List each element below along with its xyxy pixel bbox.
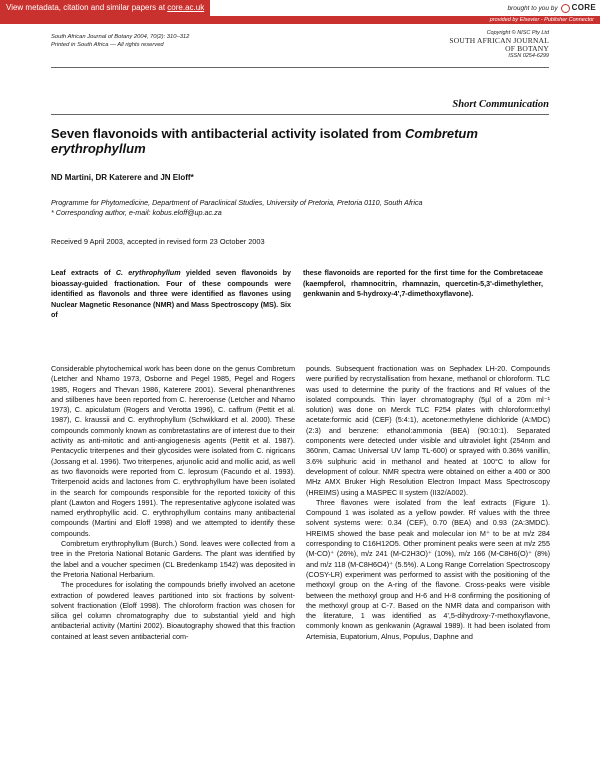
core-banner (0, 0, 600, 16)
journal-masthead (449, 30, 549, 60)
journal-name-line2: OF BOTANY (505, 44, 549, 53)
corresponding-author: * Corresponding author, e-mail: kobus.eloff@up.ac.za (51, 207, 222, 217)
core-metadata-link[interactable] (0, 0, 210, 16)
affiliation-institution: Programme for Phytomedicine, Department of Paraclinical Studies, University of Pretoria, Pretoria 0110, South Africa (51, 198, 423, 207)
journal-citation (51, 34, 189, 49)
journal-printed-line: Printed in South Africa — All rights reserved (51, 41, 164, 48)
core-brand[interactable] (507, 2, 596, 15)
abstract-left-start: Leaf extracts of (51, 268, 116, 277)
core-logo-icon (561, 4, 570, 13)
issn-line: ISSN 0254-6299 (508, 53, 549, 59)
affiliation (51, 198, 551, 217)
header-divider (51, 67, 549, 68)
body-paragraph: Combretum erythrophyllum (Burch.) Sond. leaves were collected from a tree in the Pretoria National Botanic Gardens. The plant was identified by the label and a voucher specimen (CL Bredenkamp 1542) was deposited in the Pretoria National Herbarium. (51, 539, 295, 579)
abstract-left (51, 268, 291, 321)
core-brought-by: brought to you by (507, 5, 558, 12)
core-link-text: View metadata, citation and similar papers at (6, 3, 166, 12)
journal-name-line1: SOUTH AFRICAN JOURNAL (449, 36, 549, 45)
core-provider-bar (0, 16, 600, 24)
received-dates: Received 9 April 2003, accepted in revised form 23 October 2003 (51, 237, 265, 246)
core-provided-by[interactable]: provided by Elsevier - Publisher Connector (489, 17, 594, 23)
journal-citation-line: South African Journal of Botany 2004, 70(2): 310–312 (51, 34, 190, 40)
body-column-left (51, 364, 295, 642)
core-name: CORE (571, 3, 596, 12)
title-main: Seven flavonoids with antibacterial activity isolated from (51, 126, 405, 141)
paper-title (51, 126, 521, 156)
section-divider (51, 114, 549, 115)
authors: ND Martini, DR Katerere and JN Eloff* (51, 173, 194, 182)
body-column-right (306, 364, 550, 642)
abstract-left-rest: yielded seven flavonoids by bioassay-guided fractionation. Four of these compounds were identified as flavonols and three were identified as flavones using Nuclear Magnetic Resonance (NMR) and Mass Spectroscopy (MS). Six of (51, 268, 292, 319)
copyright-line: Copyright © NISC Pty Ltd (486, 30, 549, 36)
title-species: Combretum erythrophyllum (51, 126, 478, 156)
abstract-species: C. erythrophyllum (115, 268, 181, 277)
core-link-domain[interactable]: core.ac.uk (167, 3, 205, 12)
body-paragraph: Three flavones were isolated from the leaf extracts (Figure 1). Compound 1 was isolated as a yellow powder. Rf values with the three solvent systems were: 0.34 (CEF), 0.70 (BEA) and 0.93 (2A:3MDC). HREIMS showed the base peak and molecular ion M⁺ to be at m/z 284 corresponding to C16H12O5. Other prominent peaks were seen at m/z 255 (M-CO)⁺ (26%), m/z 241 (M-C2H3O)⁺ (10%), m/z 166 (M-C8H6(O)⁺ (8%) and m/z 118 (M-C8H6O4)⁺ (5.5%). A Long Range Correlation Spectroscopy (COSY-LR) experiment was performed to assist with the positioning of the methoxyl group on the A-ring of the flavone. Cross-peaks were visible between the methoxyl group and H-6 and H-8 confirming the positioning of the methoxyl group at C-7. Based on the NMR data and comparison with the literature, 1 was identified as 4',5-dihydroxy-7-methoxyflavone, commonly known as genkwanin (Agrawal 1989). It had been isolated from Artemisia, Eupatorium, Alnus, Populus, Daphne and (306, 497, 550, 641)
body-paragraph: The procedures for isolating the compounds briefly involved an acetone extraction of powdered leaves partitioned into six fractions by solvent-solvent fractionation (Eloff 1998). The chloroform fraction was chosen for silica gel column chromatography due to substantial yield and high antibacterial activity (Martini 2002). Bioautography showed that this fraction contained at least seven antibacterial com- (51, 580, 295, 641)
body-paragraph: pounds. Subsequent fractionation was on Sephadex LH-20. Compounds were purified by recrystallisation from hexane, methanol or chloroform. TLC was used to determine the purity of the fractions and Rf values of the isolated compounds. Thin layer chromatography (5µl of a 20m ml⁻¹ solution) was done on Merck TLC F254 plates with chloroform:ethyl acetate:formic acid (CEF) (5:4:1), acetone:methylene dichloride (A:MDC) (2:3) and benzene: ethanol:ammonia (BEA) (90:10:1). Separated components were detected under visible and ultraviolet light (254nm and 360nm, Camac Universal UV lamp TL-600) or sprayed with 0.36% vanillin, 3.6% sulphuric acid in methanol and heated at 100°C to allow for development of colour. NMR spectra were obtained on either a 400 or 300 MHz AMX Bruker High Resolution Electron Impact Mass Spectroscopy (HREIMS) using a MASPEC II system (II32/A002). (306, 364, 550, 497)
abstract-right: these flavonoids are reported for the first time for the Combretaceae (kaempferol, rhamnocitrin, rhamnazin, quercetin-5,3'-dimethylether, genkwanin and 5-hydroxy-4',7-dimethoxyflavone). (303, 268, 543, 298)
body-paragraph: Considerable phytochemical work has been done on the genus Combretum (Letcher and Nhamo 1973, Osborne and Pegel 1985, Pegel and Rogers 1985, Rogers and Thevan 1986, Katerere 2001). Several phenanthrenes and stilbenes have been reported from C. hereroense (Letcher and Nhamo 1973), C. apiculatum (Rogers and Verotta 1996), C. caffrum (Pettit et al. 1987), C. kraussii and C. erythrophyllum (Schwikkard et al. 2000). These compounds commonly known as combretastatins are of interest due to their activity as anti-mitotic and anti-angiogenesis agents (Pettit et al. 1987). Pentacyclic triterpenes and their glycosides were isolated from C. nigricans (Jossang et al. 1996). Two triterpenes, arjunolic acid and mollic acid, as well as two flavonoids were reported from C. leprosum (Facundo et al. 1993). Triterpenoid acids and lactones from C. erythrophyllum have been isolated in the search for compounds responsible for the reported toxicity of this plant (Lawton and Rogers 1991). The representative aglycone isolated was named erythrophyllic acid. C. erythrophyllum contains many antibacterial compounds (Martini and Eloff 1998) and we attempted to identify these compounds. (51, 364, 295, 538)
section-label: Short Communication (452, 99, 549, 110)
